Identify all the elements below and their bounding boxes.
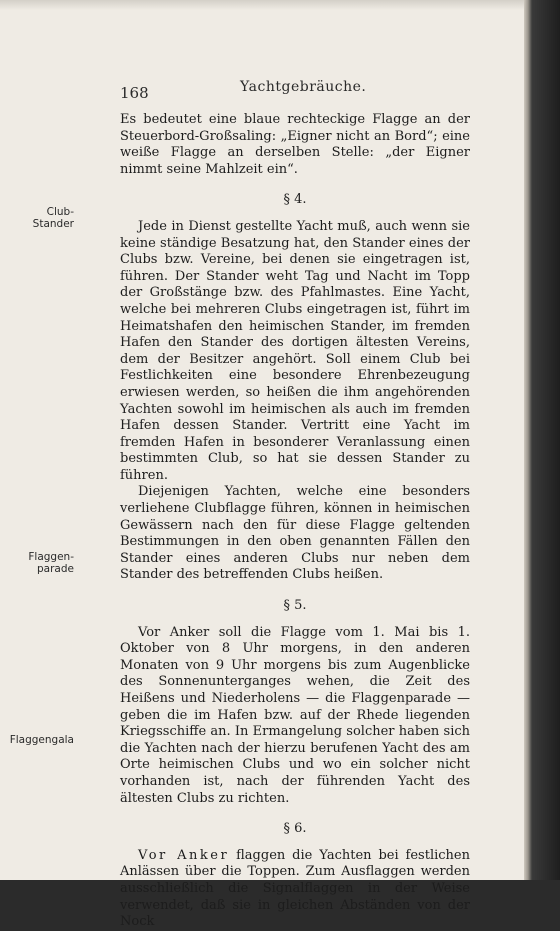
page-top-shadow [0,0,524,10]
section-4-paragraph-2: Diejenigen Yachten, welche eine besonders verliehene Clubflagge führen, können in heimischen Gewässern nach den für diese Flagge geltenden Bestimmungen in den oben genannten Fällen den Stander eines anderen Clubs nur neben dem Stander des betreffenden Clubs heißen. [120,484,470,583]
margin-note-flaggengala: Flaggengala [9,734,74,746]
book-spine-gutter [524,0,560,880]
margin-note-line: Flaggen- [28,551,74,563]
margin-note-line: parade [37,563,74,575]
margin-note-club-stander [33,206,74,230]
intro-paragraph: Es bedeutet eine blaue rechteckige Flagge an der Steuerbord-Großsaling: „Eigner nicht an Bord“; eine weiße Flagge an derselben Stelle: „der Eigner nimmt seine Mahlzeit ein“. [120,112,470,177]
section-4-paragraph-1: Jede in Dienst gestellte Yacht muß, auch wenn sie keine ständige Besatzung hat, den Stander eines der Clubs bzw. Vereine, bei denen sie eingetragen ist, führen. Der Stander weht Tag und Nacht im Topp der Großstänge bzw. des Pfahlmastes. Eine Yacht, welche bei mehreren Clubs eingetragen ist, führt im Heimatshafen den heimischen Stander, im fremden Hafen den Stander des dortigen ältesten Vereins, dem der Besitzer angehört. Soll einem Club bei Festlichkeiten eine besondere Ehrenbezeugung erwiesen werden, so heißen die ihm angehörenden Yachten sowohl im heimischen als auch im fremden Hafen dessen Stander. Vertritt eine Yacht im fremden Hafen in besonderer Veranlassung einen bestimmten Club, so hat sie dessen Stander zu führen. [120,218,470,483]
section-5-paragraph: Vor Anker soll die Flagge vom 1. Mai bis 1. Oktober von 8 Uhr morgens, in den anderen Monaten von 9 Uhr morgens bis zum Augenblicke des Sonnenunterganges wehen, die Zeit des Heißens und Niederholens — die Flaggenparade — geben die im Hafen bzw. auf der Rhede liegenden Kriegsschiffe an. In Ermangelung solcher haben sich die Yachten nach der hierzu berufenen Yacht des am Orte heimischen Clubs und wo ein solcher nicht vorhanden ist, nach der führenden Yacht des ältesten Clubs zu richten. [120,624,470,806]
section-6-paragraph [120,848,470,931]
margin-note-flaggenparade [28,551,74,575]
section-6-text: flaggen die Yachten bei festlichen Anlässen über die Toppen. Zum Ausflaggen werden ausschließlich die Signalflaggen in der Weise verwendet, daß sie in gleichen Abständen von der Nock [120,847,470,930]
running-head: Yachtgebräuche. [240,79,367,95]
body-text [120,112,470,931]
section-4-heading: § 4. [283,192,307,208]
page-number: 168 [120,84,149,102]
section-5-heading: § 5. [283,598,307,614]
margin-note-line: Club- [46,206,74,218]
section-6-spaced-lead: Vor Anker [138,847,230,863]
margin-note-line: Stander [32,218,74,230]
section-6-heading: § 6. [283,821,307,837]
